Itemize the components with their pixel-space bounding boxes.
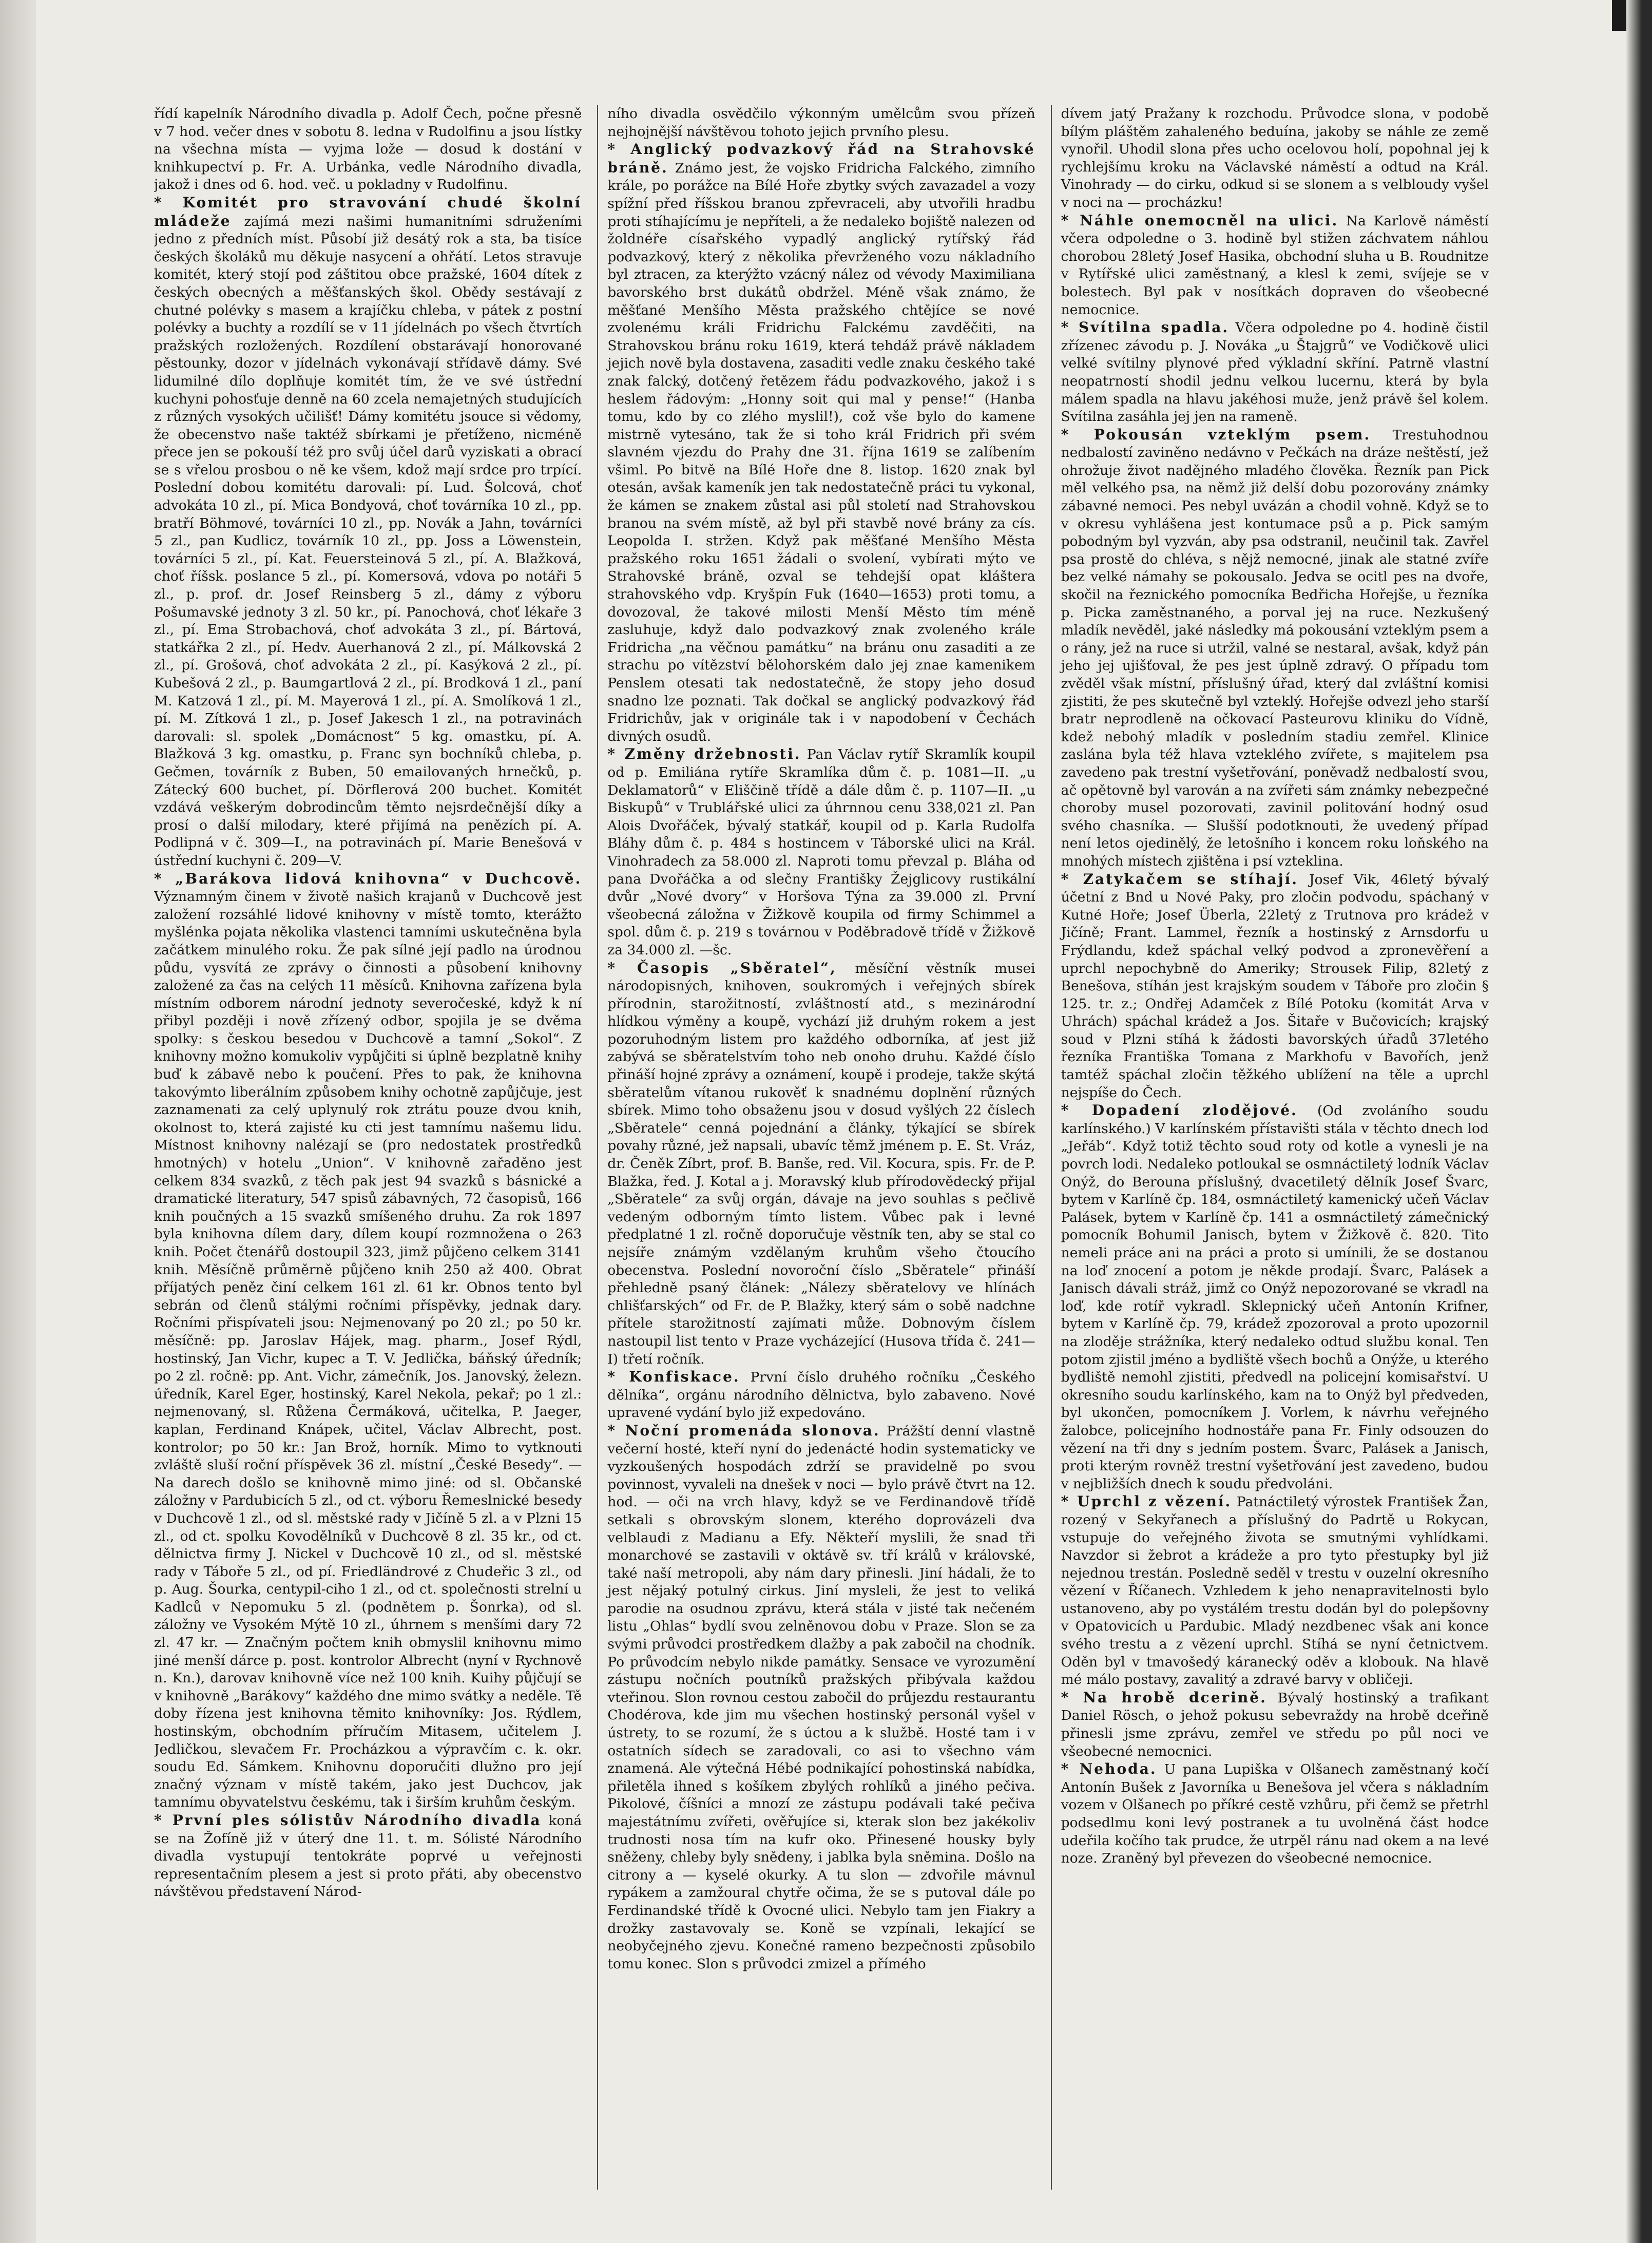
article-body: Prážští denní vlastně večerní hosté, kteří nyní do jedenácté hodin systematicky ve vyzkoušených hospodách zdrží se pravidelně po svou povinnost, vyvaleli na dnešek v noci — bylo právě čtvrt na 12. hod. — oči na vrch hlavy, když se ve Ferdinandově třídě setkali s obrovským slonem, kterého doprovázeli dva velblaudi z Madianu a Efy. Někteří myslili, že snad tři monarchové se zastavili v oktávě sv. tří králů v královské, také naší metropoli, aby nám dary přinesli. Jiní hádali, že to jest nějaký potulný cirkus. Jiní mysleli, že jest to veliká parodie na osudnou zprávu, která stála v jisté tak nečeném listu „Ohlas“ bydlí svou zelněnovou dobu v Praze. Slon se za svými průvodci prostředkem dlažby a pak zabočil na chodník. Po průvodcím nebylo nikde památky. Sensace ve vyrozumění zástupu nočních poutníků pražských přibývala každou vteřinou. Slon rovnou cestou zabočil do průjezdu restaurantu Chodérova, kde jim mu všechen hostinský personál vyšel v ústrety, to se rozumí, že s úctou a k službě. Hosté tam i v ostatních sídech se zaradovali, co asi to všechno vám znamená. Ale výtečná Hébé podnikající pohostinská nabídka, přiletěla ihned s košíkem zbylých rohlíků a jiného pečiva. Pikolové, číšníci a mnozí ze zástupu podávali také pečiva majestátnímu zvířeti, ověřujíce si, kterak slon bez jakékoliv trudnosti nosa tím na kufr oko. Přinesené housky byly sněženy, chleby byly snědeny, i jablka byla sněmina. Došlo na citrony a — kyselé okurky. A tu slon — zdvořile mávnul rypákem a zamžoural chytře očima, že se s putoval dále po Ferdinandské třídě k Ovocné ulici. Nebylo tam jen Fiakry a drožky zastavovaly se. Koně se vzpínali, lekající se neobyčejného zjevu. Konečné rameno bezpečnosti způsobilo tomu konec. Slon s průvodci zmizel a přímého [607, 1423, 1035, 1972]
article-paragraph [607, 1422, 1035, 1973]
article-body: Včera odpoledne po 4. hodině čistil zřízenec závodu p. J. Nováka „u Štajgrů“ ve Vodičkově ulici velké svítilny plynové před výkladní skříní. Patrně vlastní neopatrností shodil jednu velkou lucernu, která by byla málem spadla na hlavu jakéhosi muže, jenž právě šel kolem. Svítilna zasáhla jej jen na rameně. [1061, 320, 1489, 425]
article-body: (Od zvoláního soudu karlínského.) V karlínském přístavišti stála v těchto dnech lod „Jeřáb“. Když totiž těchto soud roty od kotle a vynesli je na povrch lodi. Nedaleko potloukal se osmnáctiletý lodník Václav Onýž, do Berouna příslušný, dvacetiletý dělník Josef Švarc, bytem v Karlíně čp. 184, osmnáctiletý kamenický učeň Václav Palásek, bytem v Karlíně čp. 141 a osmnáctiletý zámečnický pomocník Bohumil Janisch, bytem v Žižkově č. 820. Tito nemeli práce ani na práci a proto si umínili, že se dostanou na loď znocení a potom je někde prodají. Švarc, Palásek a Janisch dávali stráž, jimž co Onýž nepozorované se vkradl na loď, kde rotíř vykradl. Sklepnický učeň Antonín Krifner, bytem v Karlíně čp. 79, krádež zpozoroval a proto upozornil na zloděje strážníka, který nedaleko odtud službu konal. Ten potom zjistil jméno a bydliště všech bochů a Onýže, u kterého bydliště nemohl zjistiti, předvedl na policejní komisařství. U okresního soudu karlínského, kam na to Onýž byl předveden, byl ukončen, pomocníkem J. Vorlem, k návrhu veřejného žalobce, policejního hodnostáře pana Fr. Finly odsouzen do vězení na tři dny s jedním postem. Švarc, Palásek a Janisch, proti kterým rovněž trestní vyšetřování jest zavedeno, budou v nejbližších dnech k soudu předvoláni. [1061, 1103, 1489, 1492]
article-headline: * Konfiskace. [607, 1368, 740, 1386]
article-paragraph [1061, 1102, 1489, 1493]
article-headline: * Dopadení zlodějové. [1061, 1102, 1298, 1119]
article-paragraph [1061, 212, 1489, 319]
scan-right-edge [1626, 0, 1652, 2243]
article-headline: * První ples sólistův Národního divadla [154, 1812, 542, 1829]
article-paragraph [1061, 1493, 1489, 1689]
article-body: řídí kapelník Národního divadla p. Adolf Čech, počne přesně v 7 hod. večer dnes v sobotu 8. ledna v Rudolfinu a jsou lístky na všechna místa — vyjma lože — dosud k dostání v knihkupectví p. Fr. A. Urbánka, vedle Národního divadla, jakož i dnes od 6. hod. več. u pokladny v Rudolfinu. [154, 106, 582, 193]
column-3 [1051, 105, 1489, 2190]
article-paragraph [607, 960, 1035, 1369]
scan-corner-mark [1612, 0, 1626, 31]
article-headline: * Komitét pro stravování chudé školní mládeže [154, 194, 582, 229]
article-paragraph [607, 105, 1035, 141]
article-paragraph [154, 194, 582, 870]
column-1 [154, 105, 582, 2190]
article-headline: * Na hrobě dcerině. [1061, 1689, 1267, 1706]
article-body: Trestuhodnou nedbalostí zaviněno nedávno v Pečkách na dráze neštěstí, jež ohrožuje život nadějného mladého člověka. Řezník pan Pick měl velkého psa, na němž již delší dobu pozorovány známky zábavné nemoci. Pes nebyl uvázán a chodil vohně. Když se to v okresu vyhlášena jest kontumace psů a p. Pick samým pobodným byl vyzván, aby psa odstranil, neučinil tak. Zavřel psa prostě do chlévа, s nějž nemocné, jinak ale statné zvíře bez velké námahy se pokousalo. Jedva se ocitl pes na dvoře, skočil na řeznického pomocníka Bedřicha Hořejše, u řezníka p. Picka zaměstnaného, a porval jej na ruce. Nezkušený mladík nevěděl, jaké následky má pokousání vzteklým psem a o rány, jež na ruce si utržil, valné se nestaral, avšak, když pán jeho jej ujišťoval, že pes jest úplně zdravý. O případu tom zvěděl však místní, příslušný úřad, který dal zvláštní komisi zjistiti, že pes skutečně byl vzteklý. Hořejše odvezl jeho starší bratr neprodleně na očkovací Pasteurovu kliniku do Vídně, kdež nebohý mladík v posledním stadiu zemřel. Klinice zaslána byla též hlava vzteklého zvířete, s majitelem psa zavedeno pak trestní vyšetřování, poněvadž nedbalostí svou, ač opětovně byl varován a na zvířeti sám známky nebezpečné choroby musel pozorovati, zavinil politování hodný osud svého chasníka. — Slušší podotknouti, že uvedený případ není letos ojedinělý, že letošního i koncem roku loňského na mnohých místech zjištěna i psí vzteklina. [1061, 427, 1489, 869]
article-body: koná se na Žofíně již v úterý dne 11. t. m. Sólisté Národního divadla vystupují tentokráte poprvé u veřejnosti representačním plesem a jest si proto přáti, aby obecenstvo návštěvou představení Národ- [154, 1813, 582, 1900]
article-headline: * Zatykačem se stíhají. [1061, 870, 1299, 888]
article-paragraph [1061, 105, 1489, 212]
article-headline: * Pokousán vzteklým psem. [1061, 426, 1371, 443]
article-body: Na Karlově náměstí včera odpoledne o 3. hodině byl stižen záchvatem náhlou chorobou 28letý Josef Hasika, obchodní sluha u B. Roudnitze v Rytířské ulici zaměstnaný, a klesl k zemi, svíjeje se v bolestech. Byl pak v nosítkách dopraven do všeobecné nemocnice. [1061, 213, 1489, 318]
article-headline: * Náhle onemocněl na ulici. [1061, 212, 1339, 229]
article-headline: * Uprchl z vězení. [1061, 1493, 1232, 1510]
article-body: dívem jatý Pražany k rozchodu. Průvodce slona, v podobě bílým pláštěm zahaleného beduína, jakoby se náhle ze země vynořil. Uhodil slona přes ucho ocelovou holí, popohnal jej k rychlejšímu kroku na Václavské náměstí a odtud na Král. Vinohrady — do cirku, odkud si se slonem a s velbloudy vyšel v noci na — procházku! [1061, 106, 1489, 210]
article-body: Bývalý hostinský a trafikant Daniel Rösch, o jehož pokusu sebevraždy na hrobě dceřině přinesli jsme zprávu, zemřel ve středu po půl noci ve všeobecné nemocnici. [1061, 1690, 1489, 1759]
article-paragraph [154, 1812, 582, 1901]
article-paragraph [154, 105, 582, 194]
article-body: Známo jest, že vojsko Fridricha Falckého, zimního krále, po porážce na Bílé Hoře zbytky svých zavazadel a vozy spížní před říšskou branou zpřevraceli, aby utvořili hradbu proti stíhajícímu je nepříteli, a že nedaleko bojiště nalezen od žoldnéře císařského vypadlý anglický rytířský řád podvazkový, který z několika převrženého vozu nákladního byl ztracen, za kterýžto vzácný nález od vévody Maximiliana bavorského brst dukátů obdržel. Méně však známo, že měšťané Menšího Města pražského chtějíce se nové zvolenému králi Fridrichu Falckému zavděčiti, na Strahovskou bránu roku 1619, která tehdáž právě nákladem jejich nově byla dostavena, zasaditi vedle znaku českého také znak falcký, dotčený řetězem řádu podvazkového, jakož i s heslem řádovým: „Honny soit qui mal y pense!“ (Hanba tomu, kdo by co zlého myslil!), což vše bylo do kamene mistrně vytesáno, tak že si toho král Fridrich při svém slavném vjezdu do Prahy dne 31. října 1619 se zalíbením všiml. Po bitvě na Bílé Hoře dne 8. listop. 1620 znak byl otesán, avšak kameník jen tak nedostatečně práci tu vykonal, že kámen se znakem zůstal asi půl století nad Strahovskou branou na svém místě, až byl při stavbě nové brány za cís. Leopolda I. stržen. Když pak měšťané Menšího Města pražského roku 1651 žádali o svolení, vybírati mýto ve Strahovské bráně, ozval se tehdejší opat kláštera strahovského vdp. Kryšpín Fuk (1640—1653) proti tomu, a dovozoval, že takové milosti Menší Město tím méně zasluhuje, když dalo podvazkový znak zvoleného krále Fridricha „na věčnou památku“ na bránu onu zasaditi a ze strachu po vítězství bělohorském dalo jej znae kamenikem Penslem otesati tak nedostatečně, že stopy jeho dosud snadno lze poznati. Tak dočkal se anglický podvazkový řád Fridrichův, jak v originále tak i v napodobení v Čechách divných osudů. [607, 160, 1035, 744]
article-headline: * Anglický podvazkový řád na Strahovské bráně. [607, 141, 1035, 176]
article-body: Významným činem v životě našich krajanů v Duchcově jest založení rozsáhlé lidové knihovny v místě tomto, kterážto myšlénka pojata několika vlastenci tamními uskutečněna byla začátkem minulého roku. Že pak sílné její padlo na úrodnou půdu, vysvítá ze zprávy o činnosti a působení knihovny založené za čas na celých 11 měsíců. Knihovna zařízena byla místním odborem národní jednoty severočeské, když k ní přibyl později i nově zřízený odbor, spojila je se dvěma spolky: s českou besedou v Duchcově a tamní „Sokol“. Z knihovny možno komukoliv vypůjčiti si úplně bezplatně knihy buď k zábavě nebo k poučení. Přes to pak, že knihovna takovýmto liberálním způsobem knihy ochotně zapůjčuje, jest zaznamenati za celý uplynulý rok ztrátu pouze dvou knih, okolnost to, která zajisté ku cti jest tamnímu našemu lidu. Místnost knihovny nalézají se (pro nedostatek prostředků hmotných) v hotelu „Union“. V knihovně zařaděno jest celkem 834 svazků, z těch pak jest 94 svazků s básnické a dramatické literatury, 547 spisů zábavných, 72 časopisů, 166 knih poučných a 15 svazků smíšeného druhu. Za rok 1897 byla knihovna dílem dary, dílem koupí rozmnožena o 263 knih. Počet čtenářů dostoupil 323, jimž půjčeno celkem 3141 knih. Měsíčně průměrně půjčeno knih 250 až 400. Obrat příjatých peněz činí celkem 161 zl. 61 kr. Obnos tento byl sebrán od členů stálými ročními příspěvky, jednak dary. Ročními přispívateli jsou: Nejmenovaný po 20 zl.; po 50 kr. měsíčně: pp. Jaroslav Hájek, mag. pharm., Josef Rýdl, hostinský, Jan Vichr, kupec a T. V. Jedlička, báňský úředník; po 2 zl. ročně: pp. Ant. Vichr, zámečník, Jos. Janovský, železn. úředník, Karel Eger, hostinský, Karel Nekola, pekař; po 1 zl.: nejmenovaný, sl. Růžena Čermáková, učitelka, P. Jaeger, kaplan, Ferdinand Knápek, učitel, Václav Albrecht, post. kontrolor; po 50 kr.: Jan Brož, horník. Mimo to vytknouti zvláště sluší roční příspěvek 36 zl. místní „České Besedy“. — Na darech došlo se knihovně mimo jiné: od sl. Občanské záložny v Pardubicích 5 zl., od ct. výboru Řemeslnické besedy v Duchcově 1 zl., od sl. městské rady v Jičíně 5 zl. a v Plzni 15 zl., od ct. spolku Kovodělníků v Duchcově 8 zl. 35 kr., od ct. dělnictva firmy J. Nickel v Duchcově 10 zl., od sl. městské rady v Táboře 5 zl., od pí. Friedländrové z Chudeřic 3 zl., od p. Aug. Šourka, centypil-ciho 1 zl., od ct. společnosti strelní u Kadlců v Nepomuku 5 zl. (podnětem p. Šonrka), od sl. záložny ve Vysokém Mýtě 10 zl., úhrnem s menšími dary 72 zl. 47 kr. — Značným počtem knih obmyslil knihovnu mimo jiné menší dárce p. post. kontrolor Albrecht (nyní v Rychnově n. Kn.), darovav knihovně více než 100 knih. Kuihy půjčují se v knihovně „Barákovy“ každého dne mimo svátky a neděle. Tě doby řízena jest knihovna těmito knihovníky: Jos. Rýdlem, hostinským, obchodním příručím Mitasem, učitelem J. Jedličkou, slevačem Fr. Procházkou a výpravčím c. k. okr. soudu Ed. Sámkem. Knihovnu doporučiti dlužno pro její značný význam v místě takém, jako jest Duchcov, jak tamnímu obyvatelstvu českému, tak i širším kruhům českým. [154, 889, 582, 1811]
article-body: měsíční věstník musei národopisných, knihoven, soukromých i veřejných sbírek přírodnin, starožitností, zvláštností atd., s mezinárodní hlídkou výměny a koupě, vychází již druhým rokem a jest pozoruhodným listem pro každého odborníka, ať jest již zabývá se sběratelstvím toho neb onoho druhu. Každé číslo přináší hojné zprávy a oznámení, koupě i prodeje, takže skýtá sběratelům vítanou rukověť k snadnému doplnění různých sbírek. Mimo toho obsaženu jsou v dosud vyšlých 22 číslech „Sběratele“ cenná pojednání a články, týkající se sbírek povahy různé, jež napsali, ubavíc těmž jménem p. E. St. Vráz, dr. Čeněk Zíbrt, prof. B. Banše, red. Vil. Kocura, spis. Fr. de P. Blažka, řed. J. Kotal a j. Moravský klub přírodovědecký přijal „Sběratele“ za svůj orgán, dávaje na jevo souhlas s pečlivě vedeným odborným tímto listem. Vůbec pak i levné předplatné 1 zl. ročně doporučuje věstník ten, aby se stal co nejsíře známým vzdělaným kruhům všeho čtoucího obecenstva. Poslední novoroční číslo „Sběratele“ přináší přehledně psaný článek: „Nálezy sběratelovy ve hlínách chlišťarských“ od Fr. de P. Blažky, který sám o sobě nadchne přítele starožitností zajímati může. Dobnovým číslem nastoupil list tento v Praze vycházející (Husova třída č. 241—I) třetí ročník. [607, 960, 1035, 1367]
article-paragraph [1061, 426, 1489, 871]
article-paragraph [1061, 319, 1489, 426]
article-headline: * Noční promenáda slonova. [607, 1422, 880, 1439]
article-body: U pana Lupiška v Olšanech zaměstnaný kočí Antonín Bušek z Javorníka u Benešova jel včera s nákladním vozem v Olšanech po příkré cestě vzhůru, při čemž se přetrhl podsedlmu koni levý postranek a tu uvolněná část hodce udeřila kočího tak prudce, že utrpěl ránu nad okem a na levé noze. Zraněný byl převezen do všeobecné nemocnice. [1061, 1761, 1489, 1867]
article-body: Pan Václav rytíř Skramlík koupil od p. Emiliána rytíře Skramlíka dům č. p. 1081—II. „u Deklamatorů“ v Eliščině třídě a dále dům č. p. 1107—II. „u Biskupů“ v Trublářské ulici za úhrnnou cenu 338,021 zl. Pan Alois Dvořáček, bývalý statkář, koupil od p. Karla Rudolfa Bláhy dům č. p. 484 s hostincem v Táborské ulici na Král. Vinohradech za 58.000 zl. Naproti tomu převzal p. Bláha od pana Dvořáčka a od slečny Františky Žejglicovy rustikální dvůr „Nové dvory“ v Horšova Týna za 39.000 zl. První všeobecná záložna v Žižkově koupila od firmy Schimmel a spol. dům č. p. 219 s továrnou v Poděbradově třídě v Žižkově za 34.000 zl. —šc. [607, 746, 1035, 958]
article-body: zajímá mezi našimi humanitními sdruženími jedno z předních míst. Působí již desátý rok a sta, ba tisíce českých školáků mu děkuje nasycení a ohřátí. Letos stravuje komitét, který stojí pod záštitou obce pražské, 1604 dítek z českých obecných a měšťanských škol. Obědy sestávají z chutné polévky s masem a krajíčku chleba, v pátek z postní polévky a buchty a rozdílí se v 11 jídelnách po všech čtvrtích pražských rozložených. Rozdílení obstarávají honorované pěstounky, dozor v jídelnách vykonávají střídavě dámy. Své lidumilné dílo doplňuje komitét tím, že ve své ústřední kuchyni pohosťuje denně na 60 zcela nemajetných studujících z různých vysokých učilišť! Dámy komitétu jsouce si vědomy, že obecenstvo naše taktéž sbírkami je přetíženo, nicméně přece jen se pokouší též pro svůj účel darů vyziskati a obrací se s vřelou prosbou o ně ke všem, kdož mají srdce pro trpící. Poslední dobou komitétu darovali: pí. Lud. Šolcová, choť advokáta 10 zl., pí. Mica Bondyová, choť továrníka 10 zl., pp. bratří Böhmové, továrníci 10 zl., pp. Novák a Jahn, továrníci 5 zl., pan Kudlicz, továrník 10 zl., pp. Joss a Löwenstein, továrníci 5 zl., pí. Kat. Feuersteinová 5 zl., pí. A. Blažková, choť říšsk. poslance 5 zl., pí. Komersová, vdova po notáři 5 zl., p. prof. dr. Josef Reinsberg 5 zl., dámy z výboru Pošumavské jednoty 3 zl. 50 kr., pí. Panochová, choť lékaře 3 zl., pí. Ema Strobachová, choť advokáta 3 zl., pí. Bártová, statkářka 2 zl., pí. Hedv. Auerhanová 2 zl., pí. Málkovská 2 zl., pí. Grošová, choť advokáta 2 zl., pí. Kasýková 2 zl., pí. Kubešová 2 zl., p. Baumgartlová 2 zl., pí. Brodková 1 zl., paní M. Katzová 1 zl., pí. M. Mayerová 1 zl., pí. A. Smolíková 1 zl., pí. M. Zítková 1 zl., p. Josef Jakesch 1 zl., na potravinách darovali: sl. spolek „Domácnost“ 5 kg. omastku, pí. A. Blažková 3 kg. omastku, p. Franc syn bochníků chleba, p. Gečmen, továrník z Buben, 50 emailovaných hrnečků, p. Zátecký 600 buchet, pí. Dörflerová 200 buchet. Komitét vzdává veškerým dobrodincům těmto nejsrdečnější díky a prosí o další milodary, které přijímá na penězích pí. A. Podlipná v č. 309—I., na potravinách pí. Marie Benešová v ústřední kuchyni č. 209—V. [154, 213, 582, 869]
column-2 [597, 105, 1035, 2190]
article-paragraph [1061, 1760, 1489, 1868]
article-body: Patnáctiletý výrostek František Žan, rozený v Sekyřanech a příslušný do Padrtě u Rokycan, vstupuje do veřejného života se smutnými vyhlídkami. Navzdor si žebrot a krádeže a pro tyto přestupky byl již nejednou trestán. Posledně seděl v trestu v ouzelní okresního vězení v Říčanech. Vzhledem k jeho nenapravitelnosti bylo ustanoveno, aby po vystálém trestu dodán byl do polepšovny v Opatovicích u Pardubic. Mladý nezdbenec však ani konce svého trestu a z vězení uprchl. Stíhá se nyní četnictvem. Oděn byl v tmavošedý káranecký oděv a klobouk. Na hlavě mé málo postavy, zavalitý a zdravé barvy v obličeji. [1061, 1494, 1489, 1688]
article-headline: * „Barákova lidová knihovna“ v Duchcově. [154, 870, 582, 887]
scan-left-edge [0, 0, 36, 2243]
article-paragraph [607, 141, 1035, 745]
article-paragraph [1061, 871, 1489, 1102]
article-headline: * Nehoda. [1061, 1760, 1157, 1778]
article-headline: * Časopis „Sběratel“, [607, 959, 837, 976]
article-paragraph [154, 870, 582, 1812]
article-body: ního divadla osvědčilo výkonným umělcům svou přízeň nejhojnější návštěvou tohoto jejich prvního plesu. [607, 106, 1035, 140]
article-body: První číslo druhého ročníku „Českého dělníka“, orgánu národního dělnictva, bylo zabaveno. Nové upravené vydání bylo již expedováno. [607, 1369, 1035, 1421]
article-body: Josef Vik, 46letý bývalý účetní z Bnd u Nové Paky, pro zločin podvodu, spáchaný v Kutné Hoře; Josef Überla, 22letý z Trutnova pro krádež v Jičíně; Frant. Lammel, řezník a hostinský z Arnsdorfu u Frýdlandu, kdež spáchal velký podvod a zpronevěření a uprchl nepochybně do Ameriky; Strousek Filip, 82letý z Benešova, stíhán jest krajským soudem v Táboře pro zločin § 125. tr. z.; Ondřej Adamček z Bílé Potoku (komitát Arva v Uhrách) spáchal krádež a Jos. Šitaře v Bučovicích; krajský soud v Plzni stíhá k žádosti bavorských úřadů 37letého řezníka Františka Tomana z Markhofu v Bavořích, jenž tamtéž spáchal zločin těžkého ublížení na těle a uprchl nejspíše do Čech. [1061, 871, 1489, 1101]
article-paragraph [1061, 1689, 1489, 1760]
article-paragraph [607, 745, 1035, 959]
article-headline: * Změny držebnosti. [607, 745, 801, 763]
article-headline: * Svítilna spadla. [1061, 319, 1230, 336]
article-paragraph [607, 1368, 1035, 1422]
text-columns [154, 105, 1489, 2190]
